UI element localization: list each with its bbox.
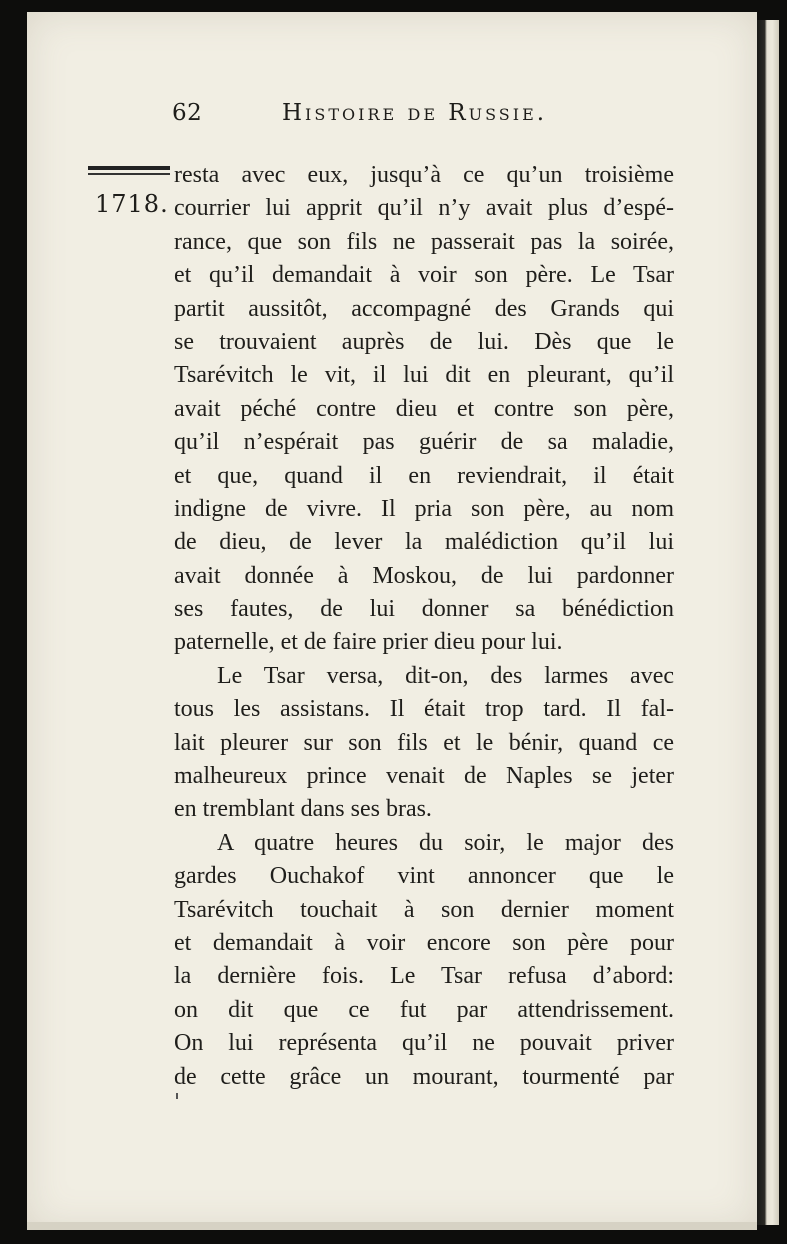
text-line: et demandait à voir encore son père pour	[174, 929, 674, 956]
text-line: A quatre heures du soir, le major des	[217, 829, 674, 856]
page-bottom-edge	[27, 1222, 757, 1230]
ink-speck	[176, 1093, 178, 1099]
book-spine-edge	[757, 20, 779, 1225]
page-title: Histoire de Russie.	[282, 100, 548, 126]
text-line: ses fautes, de lui donner sa bénédiction	[174, 596, 674, 623]
text-line: la dernière fois. Le Tsar refusa d’abord:	[174, 963, 674, 990]
text-line: resta avec eux, jusqu’à ce qu’un troisième	[174, 162, 674, 188]
rule-bar-thick	[88, 166, 170, 170]
text-line: tous les assistans. Il était trop tard. Il fal-	[174, 696, 674, 723]
text-line: indigne de vivre. Il pria son père, au nom	[174, 495, 674, 522]
text-line: et qu’il demandait à voir son père. Le Tsar	[174, 262, 674, 289]
text-line: avait péché contre dieu et contre son père,	[174, 395, 674, 422]
margin-rule-ornament	[88, 166, 170, 176]
running-head	[172, 100, 672, 140]
text-line: avait donnée à Moskou, de lui pardonner	[174, 562, 674, 589]
text-line: gardes Ouchakof vint annoncer que le	[174, 863, 674, 890]
rule-bar-thin	[88, 173, 170, 175]
body-text	[174, 159, 674, 1094]
text-line: malheureux prince venait de Naples se jeter	[174, 763, 674, 790]
text-line: Le Tsar versa, dit-on, des larmes avec	[217, 662, 674, 689]
text-line: se trouvaient auprès de lui. Dès que le	[174, 328, 674, 355]
page-number: 62	[172, 100, 203, 126]
text-line: de dieu, de lever la malédiction qu’il lui	[174, 529, 674, 556]
text-line: On lui représenta qu’il ne pouvait priver	[174, 1030, 674, 1057]
margin-year-note: 1718.	[95, 190, 169, 218]
text-line: lait pleurer sur son fils et le bénir, quand ce	[174, 729, 674, 756]
text-line: qu’il n’espérait pas guérir de sa maladie,	[174, 429, 674, 456]
text-line: de cette grâce un mourant, tourmenté par	[174, 1063, 674, 1090]
text-line: partit aussitôt, accompagné des Grands qui	[174, 295, 674, 322]
text-line: Tsarévitch le vit, il lui dit en pleurant, qu’il	[174, 362, 674, 389]
text-line: Tsarévitch touchait à son dernier moment	[174, 896, 674, 923]
text-line: et que, quand il en reviendrait, il était	[174, 462, 674, 489]
text-line: en tremblant dans ses bras.	[174, 796, 432, 823]
text-line: rance, que son fils ne passerait pas la soirée,	[174, 228, 674, 255]
text-line: paternelle, et de faire prier dieu pour lui.	[174, 629, 563, 656]
text-line: on dit que ce fut par attendrissement.	[174, 996, 674, 1023]
text-line: courrier lui apprit qu’il n’y avait plus d’espé-	[174, 195, 674, 222]
